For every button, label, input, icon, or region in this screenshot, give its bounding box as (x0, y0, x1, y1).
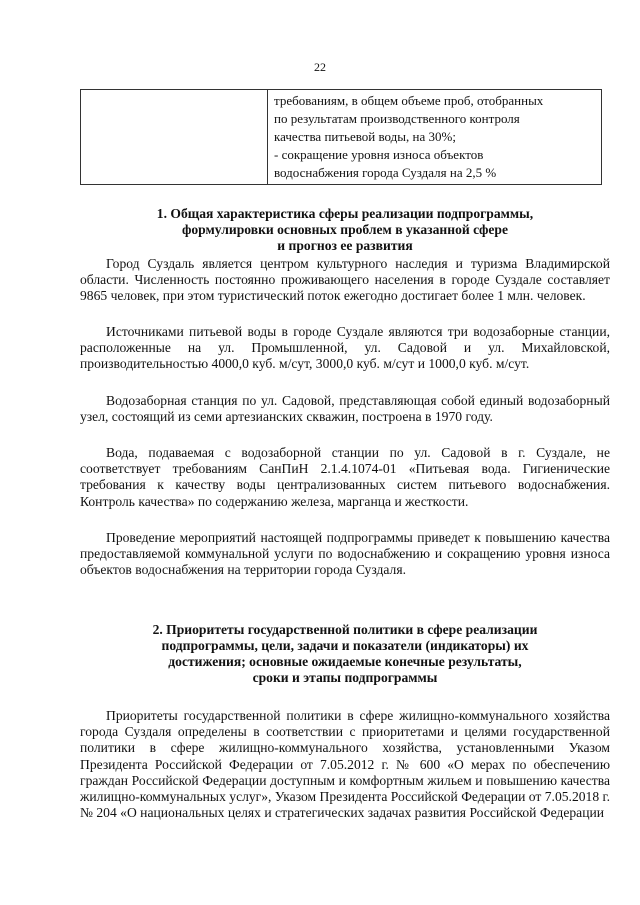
paragraph: Приоритеты государственной политики в сфере жилищно-коммунального хозяйства города Суздаля определены в соответствии с приоритетами и целями государственной политики в сфере жилищно-коммунального хозяйства, установленными Указом Президента Российской Федерации от 7.05.2012 г. № 600 «О мерах по обеспечению граждан Российской Федерации доступным и комфортным жильем и повышению качества жилищно-коммунальных услуг», Указом Президента Российской Федерации от 7.05.2018 г. № 204 «О национальных целях и стратегических задачах развития Российской Федерации (80, 708, 610, 821)
paragraph: Вода, подаваемая с водозаборной станции по ул. Садовой в г. Суздале, не соответствует требованиям СанПиН 2.1.4.1074-01 «Питьевая вода. Гигиенические требования к качеству воды централизованных систем питьевого водоснабжения. Контроль качества» по содержанию железа, марганца и жесткости. (80, 445, 610, 509)
table-row (81, 90, 602, 185)
section-2-title (80, 622, 610, 686)
paragraph: Город Суздаль является центром культурного наследия и туризма Владимирской области. Численность постоянно проживающего населения в городе Суздале составляет 9865 человек, при этом туристический поток ежегодно достигает более 1 млн. человек. (80, 256, 610, 304)
continuation-table (80, 89, 602, 185)
section-title-line: 2. Приоритеты государственной политики в сфере реализации (152, 622, 538, 637)
section-title-line: достижения; основные ожидаемые конечные результаты, (168, 654, 522, 669)
page-number: 22 (314, 60, 326, 74)
section-1-title (80, 206, 610, 254)
table-cell-line: качества питьевой воды, на 30%; (274, 129, 456, 144)
paragraph: Проведение мероприятий настоящей подпрограммы приведет к повышению качества предоставляемой коммунальной услуги по водоснабжению и сокращению уровня износа объектов водоснабжения на территории города Суздаля. (80, 530, 610, 578)
paragraph: Источниками питьевой воды в городе Суздале являются три водозаборные станции, расположенные на ул. Промышленной, ул. Садовой и ул. Михайловской, производительностью 4000,0 куб. м/сут, 3000,0 куб. м/сут и 1000,0 куб. м/сут. (80, 324, 610, 372)
table-cell-line: - сокращение уровня износа объектов (274, 147, 484, 162)
section-title-line: формулировки основных проблем в указанной сфере (181, 222, 509, 237)
section-title-line: сроки и этапы подпрограммы (252, 670, 438, 685)
table-cell-line: по результатам производственного контроля (274, 111, 520, 126)
section-title-line: 1. Общая характеристика сферы реализации подпрограммы, (156, 206, 534, 221)
table-cell-line: требованиям, в общем объеме проб, отобранных (274, 93, 544, 108)
paragraph: Водозаборная станция по ул. Садовой, представляющая собой единый водозаборный узел, состоящий из семи артезианских скважин, построена в 1970 году. (80, 393, 610, 425)
table-cell-left (81, 90, 268, 185)
section-title-line: и прогноз ее развития (277, 238, 413, 253)
section-title-line: подпрограммы, цели, задачи и показатели (индикаторы) их (161, 638, 529, 653)
table-cell-right (268, 90, 602, 185)
table-cell-line: водоснабжения города Суздаля на 2,5 % (274, 165, 497, 180)
